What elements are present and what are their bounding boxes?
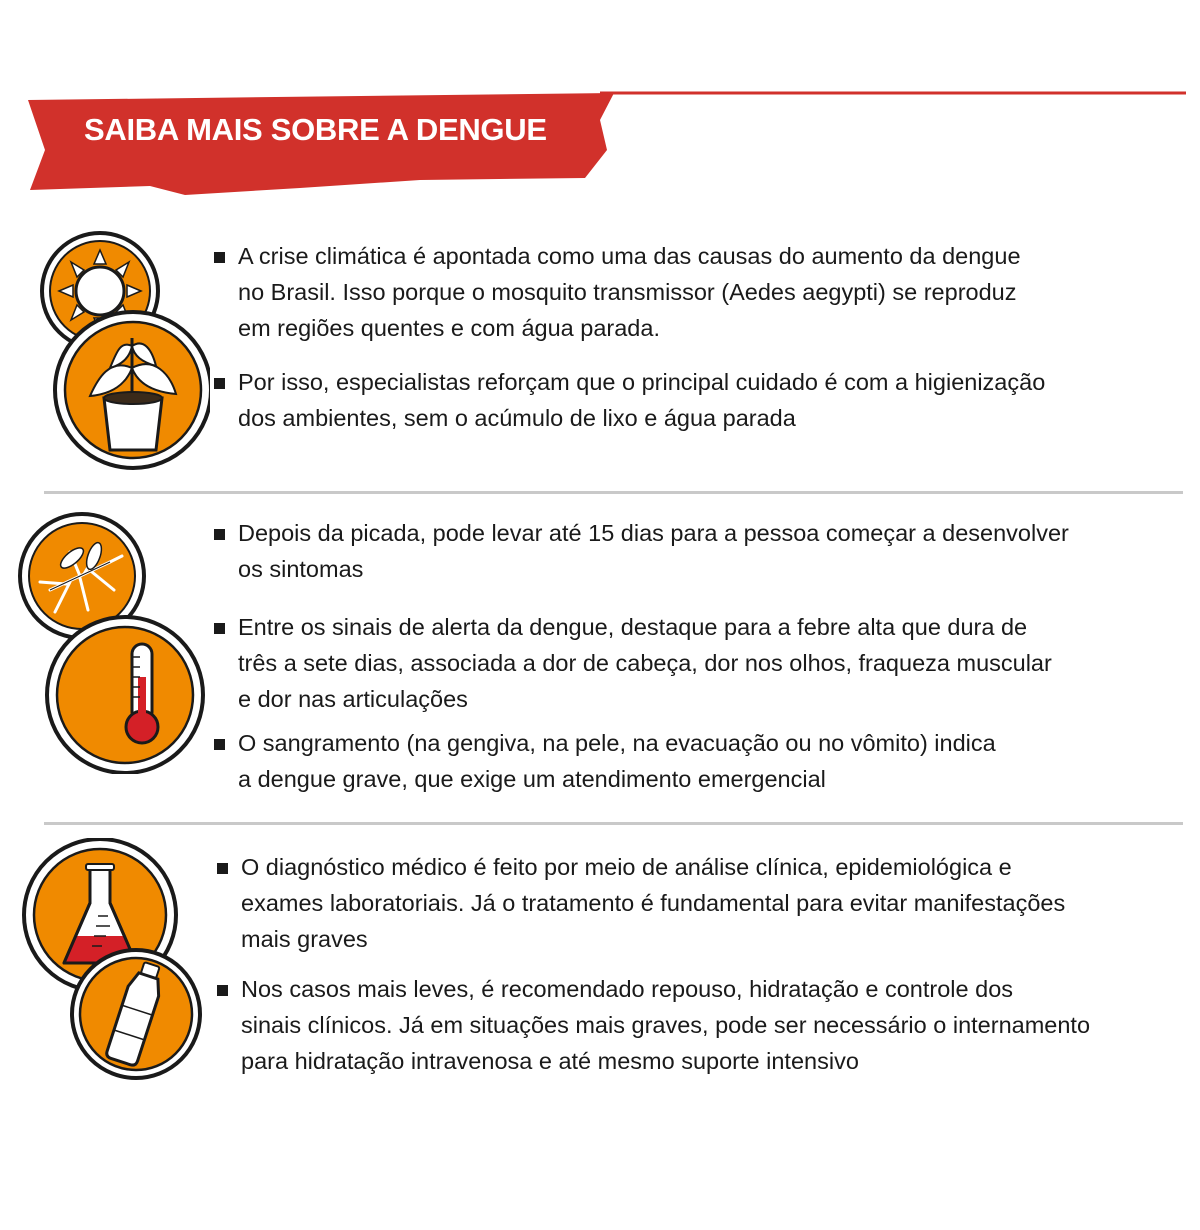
bullet-line: a dengue grave, que exige um atendimento emergencial <box>238 766 826 792</box>
bullet-marker <box>214 623 225 634</box>
bullet-line: em regiões quentes e com água parada. <box>238 315 660 341</box>
bullet-line: sinais clínicos. Já em situações mais graves, pode ser necessário o internamento <box>241 1012 1091 1038</box>
bullet-line: os sintomas <box>238 556 364 582</box>
list-item <box>217 971 1090 1079</box>
bullet-marker <box>214 378 225 389</box>
plant-pot-icon <box>55 312 210 468</box>
bullet-line: Entre os sinais de alerta da dengue, destaque para a febre alta que dura de <box>238 614 1028 640</box>
bullet-line: exames laboratoriais. Já o tratamento é fundamental para evitar manifestações <box>241 890 1066 916</box>
bullet-marker <box>214 739 225 750</box>
bullet-line: Nos casos mais leves, é recomendado repouso, hidratação e controle dos <box>241 976 1014 1002</box>
list-item <box>214 609 1069 717</box>
bullet-line: e dor nas articulações <box>238 686 468 712</box>
page-title: SAIBA MAIS SOBRE A DENGUE <box>84 112 547 147</box>
bullet-line: O sangramento (na gengiva, na pele, na evacuação ou no vômito) indica <box>238 730 996 756</box>
diagnosis-icon-group <box>18 838 218 1082</box>
bullet-line: para hidratação intravenosa e até mesmo suporte intensivo <box>241 1048 859 1074</box>
list-item <box>217 849 1090 957</box>
section-divider <box>44 822 1183 825</box>
water-bottle-icon <box>72 950 200 1078</box>
bullet-line: O diagnóstico médico é feito por meio de análise clínica, epidemiológica e <box>241 854 1012 880</box>
bullet-marker <box>214 529 225 540</box>
header-banner <box>0 0 1200 220</box>
bullet-line: Depois da picada, pode levar até 15 dias para a pessoa começar a desenvolver <box>238 520 1069 546</box>
list-item <box>214 725 1069 797</box>
section-divider <box>44 491 1183 494</box>
bullet-line: Por isso, especialistas reforçam que o principal cuidado é com a higienização <box>238 369 1046 395</box>
list-item <box>214 238 1045 346</box>
banner-shape <box>0 0 1200 220</box>
bullet-line: no Brasil. Isso porque o mosquito transmissor (Aedes aegypti) se reproduz <box>238 279 1017 305</box>
bullet-marker <box>217 863 228 874</box>
bullet-marker <box>217 985 228 996</box>
list-item <box>214 364 1045 436</box>
bullet-line: dos ambientes, sem o acúmulo de lixo e água parada <box>238 405 796 431</box>
bullet-line: A crise climática é apontada como uma das causas do aumento da dengue <box>238 243 1021 269</box>
symptoms-icon-group <box>10 512 210 774</box>
bullet-line: três a sete dias, associada a dor de cabeça, dor nos olhos, fraqueza muscular <box>238 650 1052 676</box>
bullet-list <box>217 849 1090 1079</box>
bullet-line: mais graves <box>241 926 368 952</box>
climate-icon-group <box>20 228 210 474</box>
bullet-list <box>214 238 1045 436</box>
list-item <box>214 515 1069 587</box>
thermometer-icon <box>47 617 203 773</box>
bullet-list <box>214 515 1069 797</box>
bullet-marker <box>214 252 225 263</box>
